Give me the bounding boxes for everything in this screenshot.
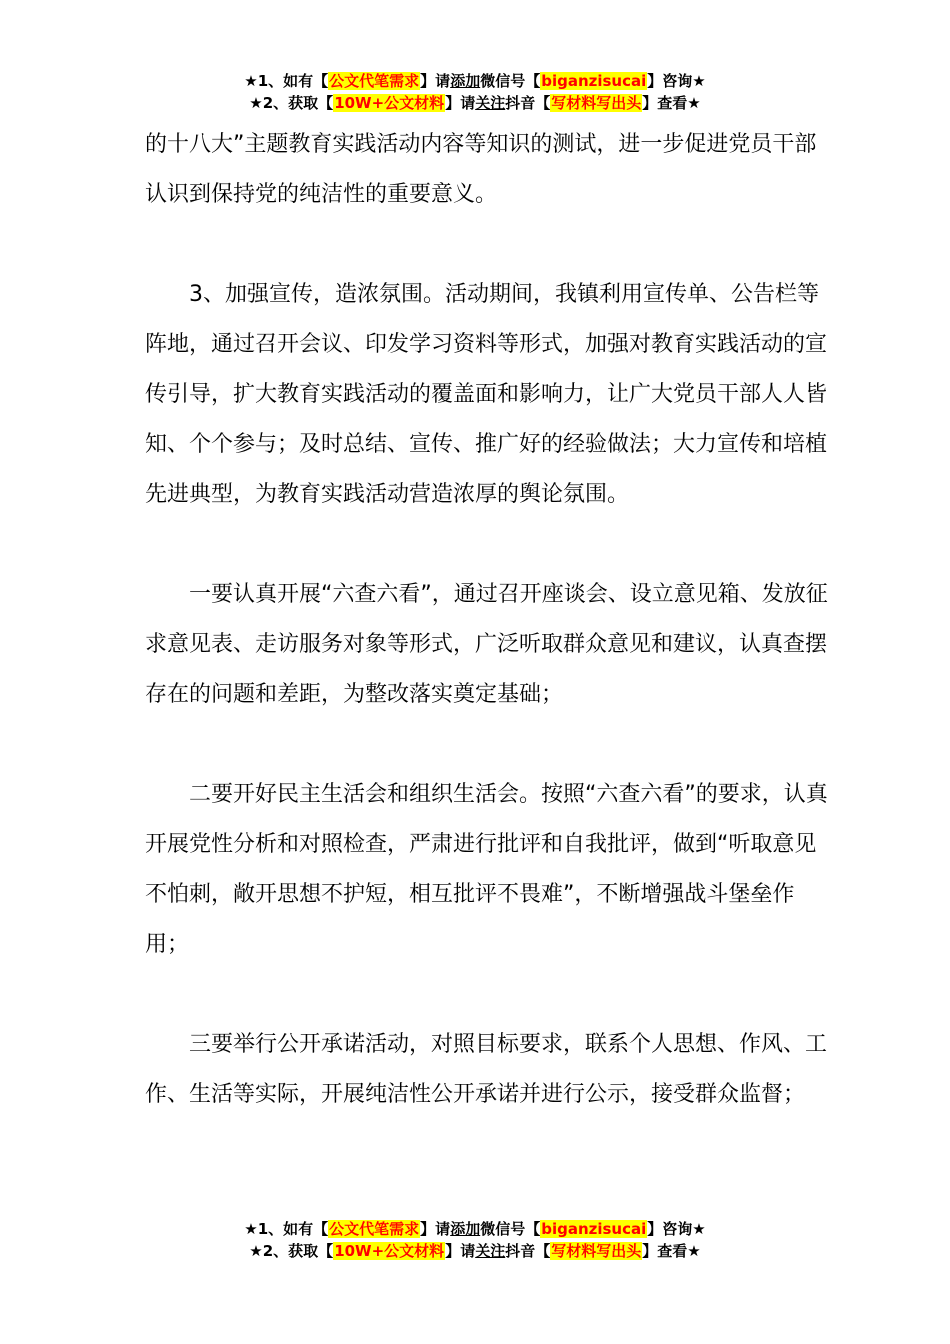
banner-underlined-text: 关注 <box>475 1242 506 1260</box>
banner-highlight: 10W+公文材料 <box>334 1242 445 1260</box>
banner-line-2 <box>0 92 950 114</box>
banner-text: 】请 <box>445 94 476 112</box>
banner-text: 】请 <box>445 1242 476 1260</box>
banner-line-1 <box>0 1218 950 1240</box>
document-body <box>145 120 835 1170</box>
banner-text: ★1、如有【 <box>244 72 329 90</box>
banner-highlight: 写材料写出头 <box>551 1242 642 1260</box>
banner-underlined-text: 添加 <box>450 72 481 90</box>
banner-text: ★2、获取【 <box>249 1242 334 1260</box>
banner-highlight: biganzisucai <box>541 72 647 90</box>
banner-highlight: 写材料写出头 <box>551 94 642 112</box>
banner-text: 】查看★ <box>642 1242 701 1260</box>
banner-text: 抖音【 <box>505 94 551 112</box>
paragraph: 一要认真开展“六查六看”，通过召开座谈会、设立意见箱、发放征求意见表、走访服务对象等形式，广泛听取群众意见和建议，认真查摆存在的问题和差距，为整改落实奠定基础； <box>145 582 828 707</box>
banner-text: ★2、获取【 <box>249 94 334 112</box>
banner-highlight: biganzisucai <box>541 1220 647 1238</box>
banner-highlight: 公文代笔需求 <box>329 72 420 90</box>
banner-line-2 <box>0 1240 950 1262</box>
banner-text: 】咨询★ <box>647 1220 706 1238</box>
paragraph: 三要举行公开承诺活动，对照目标要求，联系个人思想、作风、工作、生活等实际，开展纯洁性公开承诺并进行公示，接受群众监督； <box>145 1032 828 1107</box>
banner-text: 抖音【 <box>505 1242 551 1260</box>
banner-highlight: 公文代笔需求 <box>329 1220 420 1238</box>
banner-text: 】请 <box>420 1220 451 1238</box>
banner-highlight: 10W+公文材料 <box>334 94 445 112</box>
paragraph: 二要开好民主生活会和组织生活会。按照“六查六看”的要求，认真开展党性分析和对照检查，严肃进行批评和自我批评，做到“听取意见不怕刺，敞开思想不护短，相互批评不畏难”，不断增强战斗堡垒作用； <box>145 782 828 957</box>
banner-text: ★1、如有【 <box>244 1220 329 1238</box>
banner-text: 微信号【 <box>480 1220 541 1238</box>
paragraph: 3、加强宣传，造浓氛围。活动期间，我镇利用宣传单、公告栏等阵地，通过召开会议、印发学习资料等形式，加强对教育实践活动的宣传引导，扩大教育实践活动的覆盖面和影响力，让广大党员干部人人皆知、个个参与；及时总结、宣传、推广好的经验做法；大力宣传和培植先进典型，为教育实践活动营造浓厚的舆论氛围。 <box>145 282 828 507</box>
banner-underlined-text: 添加 <box>450 1220 481 1238</box>
banner-text: 】请 <box>420 72 451 90</box>
paragraph: 的十八大”主题教育实践活动内容等知识的测试，进一步促进党员干部认识到保持党的纯洁性的重要意义。 <box>145 132 817 207</box>
banner-text: 】咨询★ <box>647 72 706 90</box>
header-banner <box>0 70 950 114</box>
footer-banner <box>0 1218 950 1262</box>
banner-text: 】查看★ <box>642 94 701 112</box>
banner-line-1 <box>0 70 950 92</box>
banner-underlined-text: 关注 <box>475 94 506 112</box>
banner-text: 微信号【 <box>480 72 541 90</box>
